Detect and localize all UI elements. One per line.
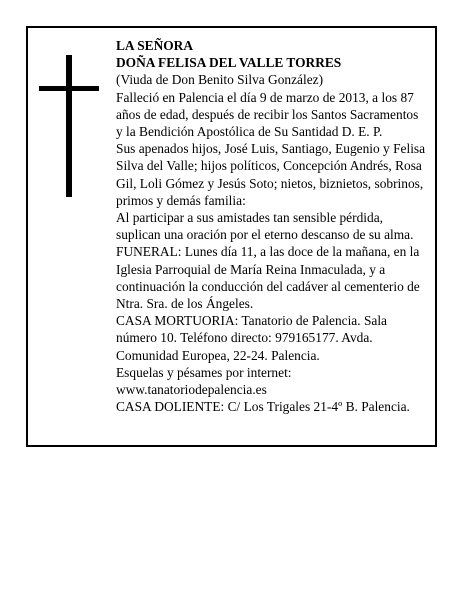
internet-url: www.tanatoriodepalencia.es <box>116 382 267 398</box>
internet-label: Esquelas y pésames por internet: <box>116 364 292 380</box>
widow-line: (Viuda de Don Benito Silva González) <box>116 72 324 88</box>
home-paragraph: CASA DOLIENTE: C/ Los Trigales 21-4º B. Palencia. <box>116 399 410 415</box>
mortuary-paragraph: CASA MORTUORIA: Tanatorio de Palencia. Sala número 10. Teléfono directo: 979165177. Avda. Comunidad Europea, 22-24. Palencia. <box>116 313 387 363</box>
obituary-text <box>116 37 426 415</box>
deceased-name: DOÑA FELISA DEL VALLE TORRES <box>116 55 342 71</box>
cross-horizontal-bar <box>39 86 99 91</box>
title-line: LA SEÑORA <box>116 38 194 53</box>
family-paragraph: Sus apenados hijos, José Luis, Santiago, Eugenio y Felisa Silva del Valle; hijos políticos, Concepción Andrés, Rosa Gil, Loli Gómez y Jesús Soto; nietos, biznietos, sobrinos, primos y demás familia: <box>116 141 426 208</box>
death-paragraph: Falleció en Palencia el día 9 de marzo de 2013, a los 87 años de edad, después de recibir los Santos Sacramentos y la Bendición Apostólica de Su Santidad D. E. P. <box>116 89 419 140</box>
funeral-paragraph: FUNERAL: Lunes día 11, a las doce de la mañana, en la Iglesia Parroquial de María Reina Inmaculada, y a continuación la conducción del cadáver al cementerio de Ntra. Sra. de los Ángeles. <box>116 244 420 312</box>
cross-vertical-bar <box>66 55 72 197</box>
request-paragraph: Al participar a sus amistades tan sensible pérdida, suplican una oración por el eterno descanso de su alma. <box>116 210 414 243</box>
